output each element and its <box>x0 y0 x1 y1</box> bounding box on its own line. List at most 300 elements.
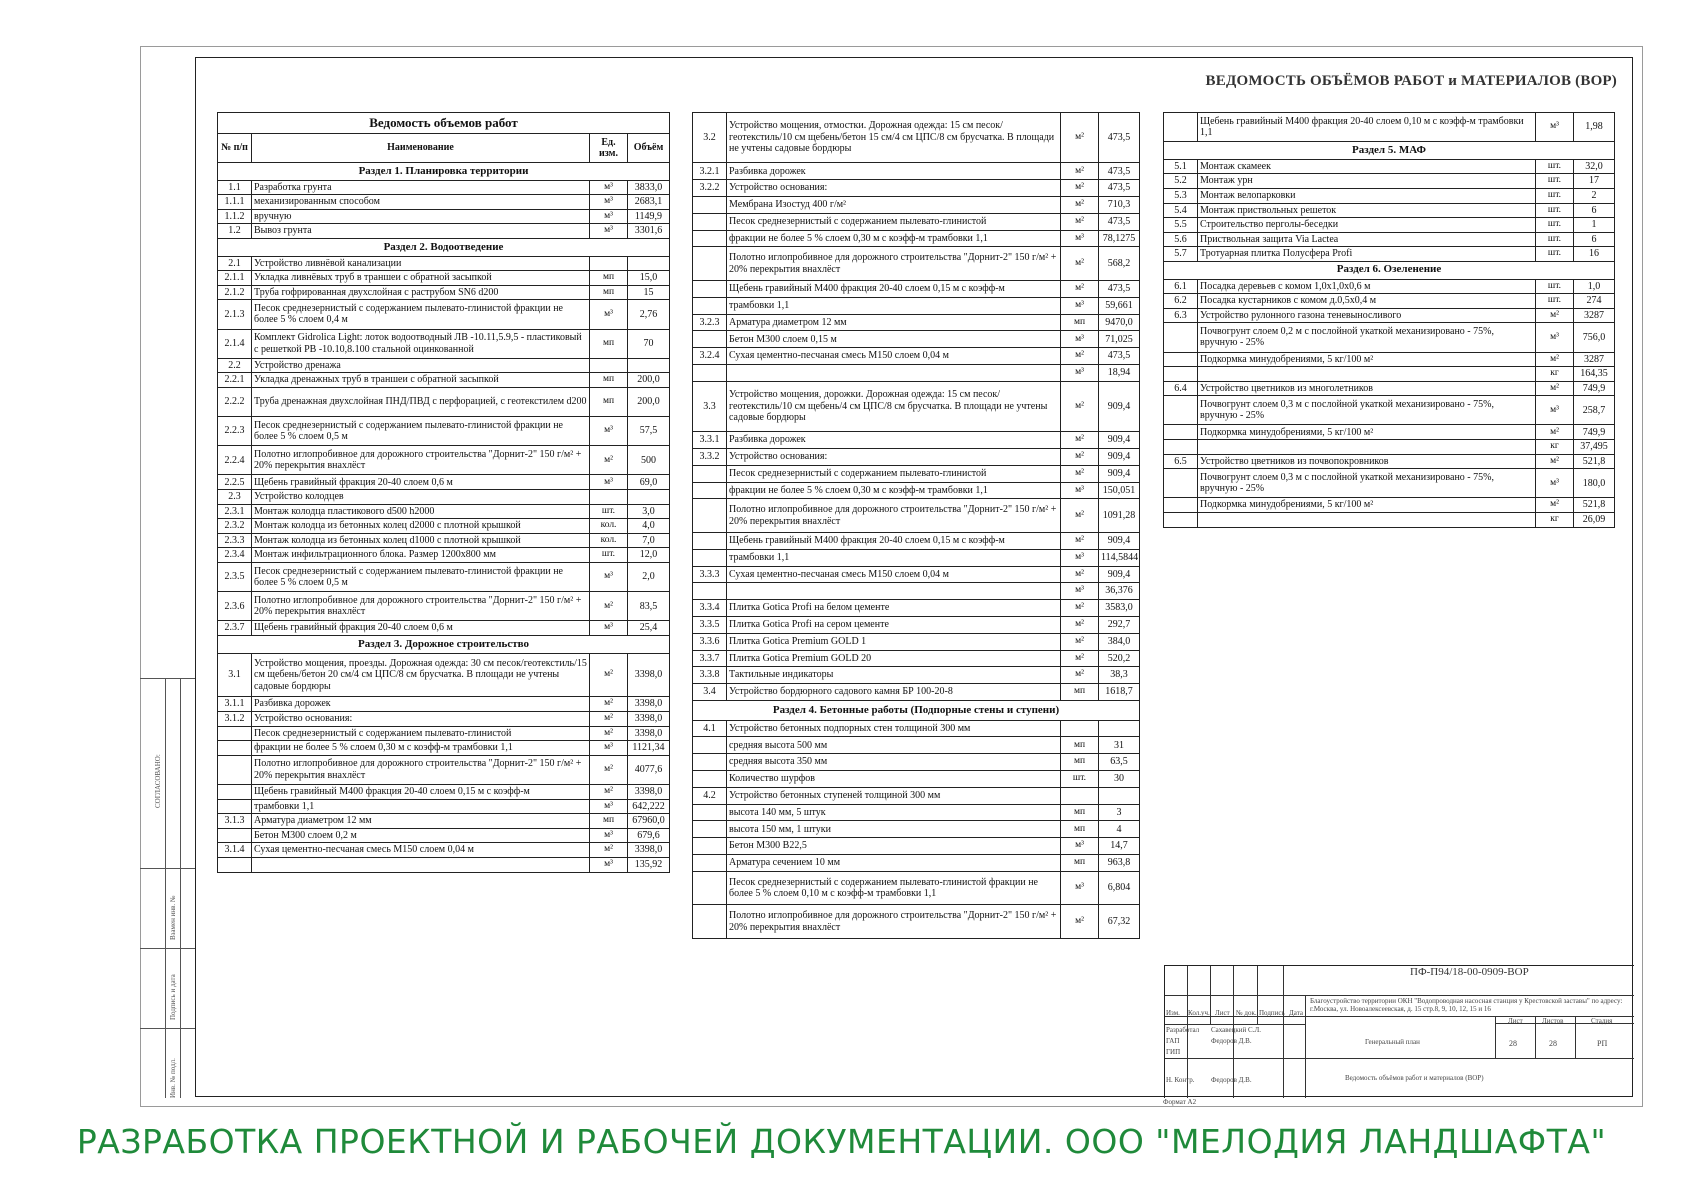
table-row <box>218 358 670 373</box>
table-row <box>218 711 670 726</box>
item-volume: 473,5 <box>1099 280 1140 297</box>
table-row <box>693 314 1140 331</box>
item-volume: 83,5 <box>628 592 670 621</box>
item-number <box>693 230 727 247</box>
item-name <box>1198 367 1536 382</box>
item-volume: 2 <box>1574 188 1615 203</box>
item-unit: м³ <box>590 300 628 329</box>
item-unit: мп <box>1061 821 1099 838</box>
table-row <box>693 667 1140 684</box>
item-volume: 521,8 <box>1574 498 1615 513</box>
item-unit <box>590 358 628 373</box>
item-volume <box>628 358 670 373</box>
item-name <box>1198 440 1536 455</box>
item-unit: м² <box>1536 425 1574 440</box>
item-unit: м² <box>590 697 628 712</box>
item-volume <box>1099 720 1140 737</box>
item-name: фракции не более 5 % слоем 0,30 м с коэфф-м трамбовки 1,1 <box>252 741 590 756</box>
item-name: Устройство ливнёвой канализации <box>252 256 590 271</box>
table-row <box>218 814 670 829</box>
item-volume: 909,4 <box>1099 465 1140 482</box>
item-unit <box>590 256 628 271</box>
item-number: 3.1 <box>218 653 252 697</box>
item-name: Почвогрунт слоем 0,3 м с послойной укаткой механизировано - 75%, вручную - 25% <box>1198 396 1536 425</box>
item-number <box>693 905 727 939</box>
item-number: 1.1 <box>218 180 252 195</box>
header-volume: Объём <box>628 134 670 163</box>
item-name: Щебень гравийный М400 фракция 20-40 слоем 0,15 м с коэфф-м <box>252 784 590 799</box>
table-row <box>1164 308 1615 323</box>
item-unit: м³ <box>1536 396 1574 425</box>
item-unit: м² <box>1061 381 1099 431</box>
item-unit: м² <box>1061 113 1099 163</box>
table-row <box>693 754 1140 771</box>
table-row <box>693 163 1140 180</box>
item-number: 1.1.2 <box>218 209 252 224</box>
item-volume: 3287 <box>1574 352 1615 367</box>
table-row <box>1164 440 1615 455</box>
item-unit: мп <box>1061 314 1099 331</box>
item-unit: м² <box>1061 499 1099 533</box>
table-row <box>218 256 670 271</box>
item-number <box>693 838 727 855</box>
table-row <box>218 563 670 592</box>
vor-table-column-3 <box>1163 112 1615 528</box>
item-volume: 38,3 <box>1099 667 1140 684</box>
item-unit: шт. <box>590 504 628 519</box>
item-volume: 150,051 <box>1099 482 1140 499</box>
item-number <box>693 804 727 821</box>
item-name: Строительство перголы-беседки <box>1198 218 1536 233</box>
item-number: 3.2.1 <box>693 163 727 180</box>
item-volume: 749,9 <box>1574 381 1615 396</box>
item-volume <box>1099 787 1140 804</box>
item-name: Устройство рулонного газона теневыносливого <box>1198 308 1536 323</box>
table-row <box>1164 174 1615 189</box>
item-name: трамбовки 1,1 <box>727 549 1061 566</box>
table-row <box>218 209 670 224</box>
table-row <box>693 633 1140 650</box>
item-volume: 679,6 <box>628 828 670 843</box>
item-name: Песок среднезернистый с содержанием пылевато-глинистой <box>727 213 1061 230</box>
item-volume <box>628 256 670 271</box>
item-number <box>693 583 727 600</box>
table-row <box>218 475 670 490</box>
item-unit: м² <box>1536 308 1574 323</box>
item-number: 4.1 <box>693 720 727 737</box>
item-name: Устройство основания: <box>727 180 1061 197</box>
item-unit: м³ <box>1061 230 1099 247</box>
table-row <box>218 533 670 548</box>
item-number: 2.2.2 <box>218 387 252 416</box>
item-unit: мп <box>590 271 628 286</box>
item-unit: м² <box>1061 616 1099 633</box>
table-row <box>693 684 1140 701</box>
item-volume: 135,92 <box>628 857 670 872</box>
item-name: Почвогрунт слоем 0,2 м с послойной укаткой механизировано - 75%, вручную - 25% <box>1198 323 1536 352</box>
stamp-code: ПФ-П94/18-00-0909-ВОР <box>1410 966 1529 978</box>
table-row <box>1164 159 1615 174</box>
item-unit: м³ <box>590 475 628 490</box>
section-header-row <box>1164 142 1615 160</box>
table-row <box>693 213 1140 230</box>
item-name: Щебень гравийный фракция 20-40 слоем 0,6 м <box>252 475 590 490</box>
item-volume: 36,376 <box>1099 583 1140 600</box>
item-unit: м³ <box>590 180 628 195</box>
item-name: Подкормка минудобрениями, 5 кг/100 м² <box>1198 498 1536 513</box>
item-unit: мп <box>590 329 628 358</box>
item-unit: м³ <box>590 741 628 756</box>
item-name: высота 150 мм, 1 штуки <box>727 821 1061 838</box>
item-number <box>693 771 727 788</box>
item-name: Песок среднезернистый с содержанием пылевато-глинистой фракции не более 5 % слоем 0,5 м <box>252 417 590 446</box>
item-unit: м³ <box>1536 469 1574 498</box>
item-name: Монтаж колодца из бетонных колец d2000 с плотной крышкой <box>252 519 590 534</box>
item-unit: м³ <box>590 828 628 843</box>
item-name: Комплект Gidrolica Light: лоток водоотводный ЛВ -10.11,5.9,5 - пластиковый с решеткой РВ -10.10,8.100 стальной оцинкованной <box>252 329 590 358</box>
item-name: фракции не более 5 % слоем 0,30 м с коэфф-м трамбовки 1,1 <box>727 482 1061 499</box>
item-name: Посадка деревьев с комом 1,0х1,0х0,6 м <box>1198 279 1536 294</box>
item-name: Песок среднезернистый с содержанием пылевато-глинистой фракции не более 5 % слоем 0,5 м <box>252 563 590 592</box>
item-unit: м³ <box>590 799 628 814</box>
section-title: Раздел 5. МАФ <box>1164 142 1615 160</box>
item-name: Арматура сечением 10 мм <box>727 855 1061 872</box>
table-row <box>218 271 670 286</box>
stamp-name-ncontrol: Федоров Д.В. <box>1211 1076 1252 1084</box>
table-row <box>218 300 670 329</box>
section-title: Раздел 3. Дорожное строительство <box>218 636 670 654</box>
item-unit: м³ <box>590 224 628 239</box>
item-volume: 164,35 <box>1574 367 1615 382</box>
item-unit: шт. <box>1536 218 1574 233</box>
item-unit: шт. <box>1536 174 1574 189</box>
sheet-format: Формат А2 <box>1163 1098 1197 1106</box>
item-name: Устройство основания: <box>727 448 1061 465</box>
stamp-sheet: 28 <box>1509 1039 1517 1048</box>
table-row <box>1164 113 1615 142</box>
item-name: Разбивка дорожек <box>252 697 590 712</box>
item-number: 2.2.5 <box>218 475 252 490</box>
item-volume: 909,4 <box>1099 566 1140 583</box>
item-number: 2.3.3 <box>218 533 252 548</box>
item-unit: мп <box>1061 684 1099 701</box>
side-label-agreed: СОГЛАСОВАНО: <box>154 754 162 808</box>
item-name: Укладка дренажных труб в траншеи с обратной засыпкой <box>252 373 590 388</box>
stamp-col-1: Кол.уч. <box>1188 1009 1210 1017</box>
table-row <box>1164 425 1615 440</box>
item-unit: мп <box>590 285 628 300</box>
table-row <box>1164 469 1615 498</box>
table-row <box>218 828 670 843</box>
item-unit: м² <box>1061 667 1099 684</box>
table-row <box>693 331 1140 348</box>
table-row <box>218 504 670 519</box>
item-name: Количество шурфов <box>727 771 1061 788</box>
item-volume: 3398,0 <box>628 711 670 726</box>
item-name: Полотно иглопробивное для дорожного строительства "Дорнит-2" 150 г/м² + 20% перекрытия внахлёст <box>252 592 590 621</box>
item-volume: 258,7 <box>1574 396 1615 425</box>
item-volume: 2,0 <box>628 563 670 592</box>
item-number <box>693 196 727 213</box>
table-row <box>218 548 670 563</box>
table-row <box>693 771 1140 788</box>
item-volume: 473,5 <box>1099 113 1140 163</box>
item-volume: 473,5 <box>1099 348 1140 365</box>
stamp-col-4: Подпись <box>1259 1009 1285 1017</box>
table-row <box>218 697 670 712</box>
item-number <box>218 741 252 756</box>
item-number: 2.1 <box>218 256 252 271</box>
item-unit: кол. <box>590 533 628 548</box>
item-volume: 200,0 <box>628 387 670 416</box>
header-name: Наименование <box>252 134 590 163</box>
item-number <box>1164 323 1198 352</box>
table-row <box>693 280 1140 297</box>
item-unit: м² <box>1061 247 1099 281</box>
table-row <box>693 364 1140 381</box>
table-row <box>693 247 1140 281</box>
item-number <box>1164 498 1198 513</box>
item-number: 3.1.2 <box>218 711 252 726</box>
item-volume: 756,0 <box>1574 323 1615 352</box>
item-unit: м² <box>1536 454 1574 469</box>
item-unit: шт. <box>1536 159 1574 174</box>
table-row <box>218 726 670 741</box>
item-unit: м³ <box>1061 364 1099 381</box>
item-volume: 3833,0 <box>628 180 670 195</box>
item-number <box>1164 513 1198 528</box>
item-unit: мп <box>590 387 628 416</box>
item-unit: м² <box>1061 280 1099 297</box>
item-unit: мп <box>590 373 628 388</box>
table-row <box>1164 323 1615 352</box>
item-name: Подкормка минудобрениями, 5 кг/100 м² <box>1198 425 1536 440</box>
item-unit: кг <box>1536 440 1574 455</box>
item-unit: м² <box>1061 566 1099 583</box>
item-unit: шт. <box>1536 247 1574 262</box>
item-name: трамбовки 1,1 <box>727 297 1061 314</box>
stamp-stage-header: Стадия <box>1591 1017 1613 1025</box>
item-unit: м² <box>1061 432 1099 449</box>
item-volume: 642,222 <box>628 799 670 814</box>
stamp-sheet-header: Лист <box>1508 1017 1523 1025</box>
item-name: Монтаж колодца из бетонных колец d1000 с плотной крышкой <box>252 533 590 548</box>
item-number: 3.2.4 <box>693 348 727 365</box>
table-row <box>1164 247 1615 262</box>
table-row <box>1164 513 1615 528</box>
item-unit: шт. <box>1536 203 1574 218</box>
item-number: 3.2.2 <box>693 180 727 197</box>
item-volume: 32,0 <box>1574 159 1615 174</box>
table-row <box>218 387 670 416</box>
item-number: 2.2.3 <box>218 417 252 446</box>
item-volume: 59,661 <box>1099 297 1140 314</box>
item-number <box>218 828 252 843</box>
item-unit: м² <box>1061 650 1099 667</box>
section-header-row <box>218 636 670 654</box>
table-row <box>218 741 670 756</box>
item-volume: 568,2 <box>1099 247 1140 281</box>
item-unit: м² <box>1061 532 1099 549</box>
header-unit: Ед. изм. <box>590 134 628 163</box>
item-volume: 31 <box>1099 737 1140 754</box>
item-number <box>218 755 252 784</box>
item-unit: м² <box>590 446 628 475</box>
item-name: Тротуарная плитка Полусфера Profi <box>1198 247 1536 262</box>
item-name: Арматура диаметром 12 мм <box>252 814 590 829</box>
table-row <box>1164 218 1615 233</box>
item-number: 2.3.6 <box>218 592 252 621</box>
item-number: 3.3.6 <box>693 633 727 650</box>
table-row <box>693 804 1140 821</box>
side-label-replaced: Взамен инв. № <box>169 895 177 940</box>
table-row <box>693 737 1140 754</box>
stamp-sheets-header: Листов <box>1542 1017 1564 1025</box>
item-unit: м² <box>1536 381 1574 396</box>
item-volume: 25,4 <box>628 621 670 636</box>
item-number: 6.4 <box>1164 381 1198 396</box>
table-row <box>218 843 670 858</box>
table-row <box>218 621 670 636</box>
table-row <box>218 490 670 505</box>
item-number <box>693 280 727 297</box>
item-unit: м³ <box>1061 583 1099 600</box>
item-name <box>1198 513 1536 528</box>
item-name: Устройство бордюрного садового камня БР 100-20-8 <box>727 684 1061 701</box>
item-volume: 909,4 <box>1099 432 1140 449</box>
item-unit: м³ <box>590 563 628 592</box>
item-name: Бетон М300 В22,5 <box>727 838 1061 855</box>
item-unit: м² <box>1061 163 1099 180</box>
item-volume: 3398,0 <box>628 843 670 858</box>
stamp-col-0: Изм. <box>1166 1009 1180 1017</box>
item-name: Песок среднезернистый с содержанием пылевато-глинистой <box>727 465 1061 482</box>
item-volume: 909,4 <box>1099 448 1140 465</box>
item-unit: м² <box>1536 352 1574 367</box>
stamp-sheets: 28 <box>1549 1039 1557 1048</box>
item-number <box>693 754 727 771</box>
table-row <box>218 592 670 621</box>
item-volume: 1149,9 <box>628 209 670 224</box>
item-volume: 274 <box>1574 294 1615 309</box>
item-name: Устройство колодцев <box>252 490 590 505</box>
item-number <box>693 364 727 381</box>
section-title: Раздел 2. Водоотведение <box>218 238 670 256</box>
item-unit: м³ <box>590 857 628 872</box>
company-footer: РАЗРАБОТКА ПРОЕКТНОЙ И РАБОЧЕЙ ДОКУМЕНТАЦИИ. ООО "МЕЛОДИЯ ЛАНДШАФТА" <box>76 1122 1607 1161</box>
item-name: Устройство бетонных ступеней толщиной 300 мм <box>727 787 1061 804</box>
item-volume: 3583,0 <box>1099 600 1140 617</box>
item-volume: 473,5 <box>1099 213 1140 230</box>
item-number <box>1164 425 1198 440</box>
item-number: 2.2 <box>218 358 252 373</box>
item-volume: 3 <box>1099 804 1140 821</box>
item-name: Тактильные индикаторы <box>727 667 1061 684</box>
section-title: Раздел 4. Бетонные работы (Подпорные стены и ступени) <box>693 700 1140 720</box>
item-number: 2.2.4 <box>218 446 252 475</box>
item-number: 2.1.2 <box>218 285 252 300</box>
item-number: 2.1.3 <box>218 300 252 329</box>
table-row <box>693 583 1140 600</box>
item-unit: шт. <box>1536 232 1574 247</box>
table-row <box>218 417 670 446</box>
item-number <box>1164 440 1198 455</box>
item-name: Песок среднезернистый с содержанием пылевато-глинистой фракции не более 5 % слоем 0,4 м <box>252 300 590 329</box>
section-title: Раздел 6. Озеленение <box>1164 261 1615 279</box>
item-name: Сухая цементно-песчаная смесь М150 слоем 0,04 м <box>727 566 1061 583</box>
stamp-role-gip: ГИП <box>1166 1048 1181 1056</box>
item-name: Устройство мощения, отмостки. Дорожная одежда: 15 см песок/геотекстиль/10 см щебень/бетон 15 см/4 см ЦПС/8 см брусчатка. В площади не учтены садовые бордюры <box>727 113 1061 163</box>
item-name: Устройство мощения, дорожки. Дорожная одежда: 15 см песок/геотекстиль/10 см щебень/4 см ЦПС/8 см брусчатка. В площади не учтены садовые бордюры <box>727 381 1061 431</box>
item-number: 5.3 <box>1164 188 1198 203</box>
item-number: 5.7 <box>1164 247 1198 262</box>
item-unit: м³ <box>590 417 628 446</box>
item-unit: м² <box>1061 600 1099 617</box>
item-volume: 16 <box>1574 247 1615 262</box>
item-volume: 4 <box>1099 821 1140 838</box>
stamp-name-gap: Федоров Д.В. <box>1211 1037 1252 1045</box>
item-number: 6.3 <box>1164 308 1198 323</box>
item-unit: м² <box>1061 348 1099 365</box>
item-name: Полотно иглопробивное для дорожного строительства "Дорнит-2" 150 г/м² + 20% перекрытия внахлёст <box>727 905 1061 939</box>
item-unit: м² <box>1061 905 1099 939</box>
item-unit: шт. <box>1536 294 1574 309</box>
item-name: средняя высота 500 мм <box>727 737 1061 754</box>
table-row <box>693 600 1140 617</box>
item-name: Бетон М300 слоем 0,15 м <box>727 331 1061 348</box>
item-number: 2.3.1 <box>218 504 252 519</box>
item-unit: мп <box>1061 737 1099 754</box>
item-name: Мембрана Изостуд 400 г/м² <box>727 196 1061 213</box>
table-row <box>693 381 1140 431</box>
item-number <box>693 465 727 482</box>
item-name: Посадка кустарников с комом д.0,5х0,4 м <box>1198 294 1536 309</box>
item-name: Монтаж велопарковки <box>1198 188 1536 203</box>
item-name: Монтаж инфильтрационного блока. Размер 1200х800 мм <box>252 548 590 563</box>
item-volume: 9470,0 <box>1099 314 1140 331</box>
item-volume: 749,9 <box>1574 425 1615 440</box>
item-volume: 26,09 <box>1574 513 1615 528</box>
item-number: 3.2.3 <box>693 314 727 331</box>
item-number <box>218 784 252 799</box>
item-volume: 6 <box>1574 203 1615 218</box>
item-number: 6.5 <box>1164 454 1198 469</box>
item-number: 5.5 <box>1164 218 1198 233</box>
item-name: Укладка ливнёвых труб в траншеи с обратной засыпкой <box>252 271 590 286</box>
section-title: Раздел 1. Планировка территории <box>218 163 670 181</box>
item-name: Плитка Gotica Profi на сером цементе <box>727 616 1061 633</box>
item-number <box>693 821 727 838</box>
item-volume: 3398,0 <box>628 784 670 799</box>
item-number: 2.2.1 <box>218 373 252 388</box>
item-volume: 37,495 <box>1574 440 1615 455</box>
item-name: Щебень гравийный М400 фракция 20-40 слоем 0,15 м с коэфф-м <box>727 280 1061 297</box>
item-name: Монтаж приствольных решеток <box>1198 203 1536 218</box>
stamp-stage: РП <box>1597 1039 1608 1048</box>
item-volume: 4,0 <box>628 519 670 534</box>
item-name: Полотно иглопробивное для дорожного строительства "Дорнит-2" 150 г/м² + 20% перекрытия внахлёст <box>252 755 590 784</box>
item-number: 2.3.7 <box>218 621 252 636</box>
item-volume: 3398,0 <box>628 653 670 697</box>
section-header-row <box>1164 261 1615 279</box>
table-row <box>693 230 1140 247</box>
item-number: 3.3.8 <box>693 667 727 684</box>
item-name: Труба дренажная двухслойная ПНД/ПВД с перфорацией, с геотекстилем d200 <box>252 387 590 416</box>
item-unit: кол. <box>590 519 628 534</box>
item-unit: шт. <box>590 548 628 563</box>
item-number <box>693 247 727 281</box>
item-volume: 1091,28 <box>1099 499 1140 533</box>
